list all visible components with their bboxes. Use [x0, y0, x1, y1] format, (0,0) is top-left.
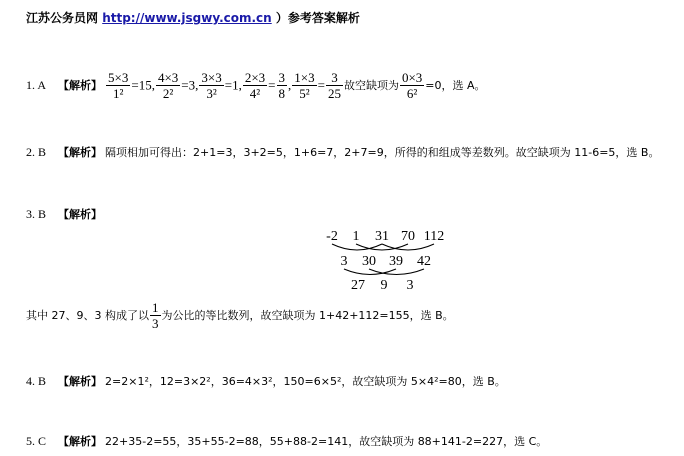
answer-1 [26, 70, 486, 101]
row1-value: 1 [352, 229, 360, 244]
fraction-numerator: 3×3 [201, 70, 222, 85]
page-header [26, 9, 360, 26]
row2-value: 42 [417, 254, 431, 269]
fraction-numerator: 2×3 [244, 70, 266, 85]
formula-operator: = [317, 77, 325, 93]
row2-value: 30 [362, 254, 376, 269]
formula-fraction [326, 70, 343, 101]
ratio-fraction [150, 300, 161, 331]
row3-value: 3 [406, 278, 414, 292]
answer-2-number: 2. B [26, 145, 47, 159]
row2-value: 39 [389, 254, 403, 269]
answer-1-tag: 【解析】 [58, 79, 103, 92]
formula-operator: =1, [224, 77, 242, 93]
row1-value: 31 [375, 229, 389, 244]
answer-4-number: 4. B [26, 374, 47, 388]
fraction-numerator: 3 [326, 70, 343, 86]
answer-1-mid-text: 故空缺项为 [343, 79, 399, 92]
answer-1-answer-denominator: 6² [406, 86, 418, 101]
formula-operator: , [288, 77, 292, 93]
formula-fraction [199, 70, 223, 101]
fraction-numerator: 3 [278, 70, 286, 85]
fraction-denominator: 5² [299, 86, 310, 101]
row3-value: 27 [351, 278, 365, 292]
answer-4-tag: 【解析】 [58, 375, 103, 388]
answer-1-answer-fraction [400, 70, 424, 101]
fraction-denominator: 1² [112, 86, 124, 101]
answer-2-text: 隔项相加可得出：2+1=3，3+2=5，1+6=7，2+7=9，所得的和组成等差数列。故空缺项为 11-6=5，选 B。 [105, 146, 660, 159]
row1-value: 112 [423, 229, 445, 244]
answer-5-number: 5. C [26, 434, 47, 448]
formula-operator: = [268, 77, 276, 93]
answer-2-tag: 【解析】 [58, 146, 103, 159]
answer-3-pre-text: 其中 27、9、3 构成了以 [26, 309, 149, 322]
answer-3-explanation [26, 300, 454, 331]
answer-3-number: 3. B [26, 207, 47, 221]
answer-3 [26, 207, 105, 222]
header-suffix: ）参考答案解析 [275, 11, 360, 25]
answer-5-tag: 【解析】 [58, 435, 103, 448]
fraction-numerator: 4×3 [157, 70, 179, 85]
row2-value: 3 [340, 254, 348, 269]
fraction-numerator: 5×3 [108, 70, 129, 85]
site-url-link[interactable]: http://www.jsgwy.com.cn [102, 11, 272, 25]
fraction-numerator: 1×3 [294, 70, 315, 85]
answer-4-text: 2=2×1²，12=3×2²，36=4×3²，150=6×5²，故空缺项为 5×4²=80，选 B。 [105, 375, 506, 388]
formula-operator: =15, [131, 77, 155, 93]
row1-value: 70 [401, 229, 415, 244]
answer-2 [26, 145, 659, 160]
formula-fraction [277, 70, 288, 101]
ratio-numerator: 1 [152, 300, 159, 315]
answer-5 [26, 434, 547, 449]
sequence-difference-diagram [320, 224, 460, 292]
formula-fraction [243, 70, 267, 101]
row1-value: -2 [326, 229, 338, 244]
answer-3-tag: 【解析】 [58, 208, 103, 221]
answer-3-post-text: 为公比的等比数列，故空缺项为 1+42+112=155，选 B。 [161, 309, 454, 322]
formula-operator: =3, [181, 77, 199, 93]
formula-fraction [106, 70, 130, 101]
formula-fraction [292, 70, 316, 101]
fraction-denominator: 4² [249, 86, 261, 101]
row3-value: 9 [380, 278, 388, 292]
answer-1-answer-numerator: 0×3 [401, 70, 423, 85]
fraction-denominator: 8 [278, 86, 286, 101]
formula-fraction [156, 70, 180, 101]
answer-1-number: 1. A [26, 78, 47, 92]
answer-1-end-text: =0，选 A。 [425, 79, 486, 92]
fraction-denominator: 25 [327, 86, 341, 101]
fraction-denominator: 3² [206, 86, 217, 101]
answer-5-text: 22+35-2=55，35+55-2=88，55+88-2=141，故空缺项为 88+141-2=227，选 C。 [105, 435, 548, 448]
fraction-denominator: 2² [162, 86, 174, 101]
answer-4 [26, 374, 506, 389]
site-name: 江苏公务员网 [26, 11, 99, 25]
ratio-denominator: 3 [152, 316, 159, 331]
